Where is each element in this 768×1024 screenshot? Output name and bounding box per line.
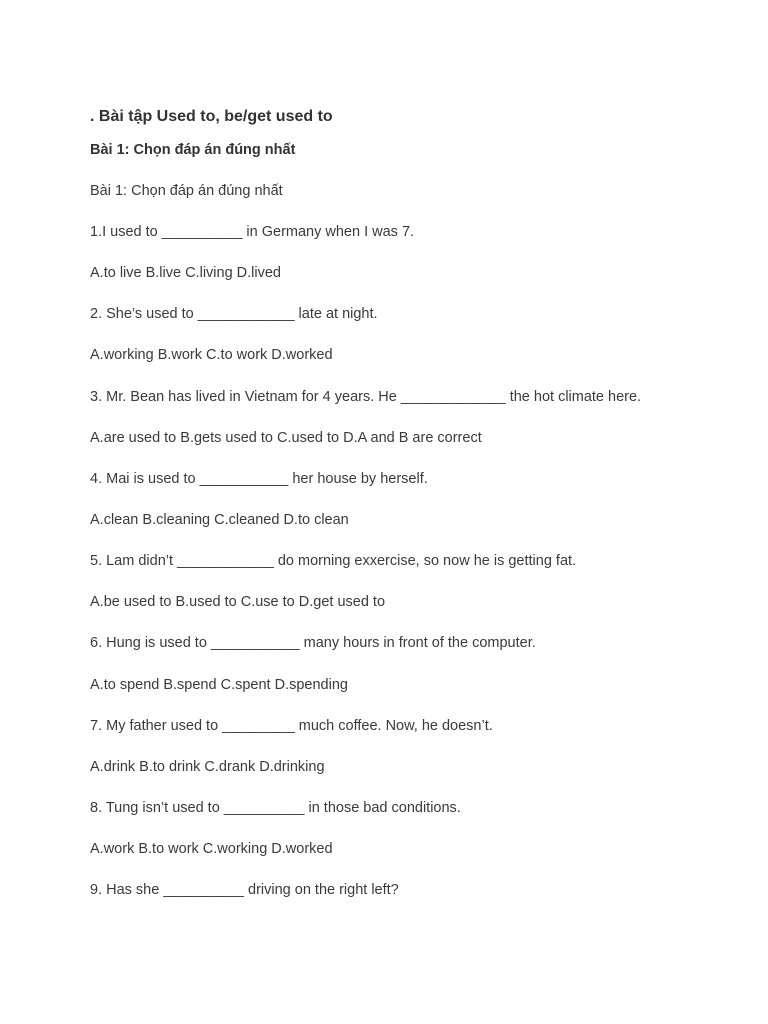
question-9: 9. Has she __________ driving on the right left? — [90, 882, 399, 898]
question-4: 4. Mai is used to ___________ her house by herself. — [90, 471, 428, 487]
options-3: A.are used to B.gets used to C.used to D.A and B are correct — [90, 430, 482, 446]
section-intro: Bài 1: Chọn đáp án đúng nhất — [90, 183, 283, 199]
question-6: 6. Hung is used to ___________ many hours in front of the computer. — [90, 635, 536, 651]
options-4: A.clean B.cleaning C.cleaned D.to clean — [90, 512, 349, 528]
options-1: A.to live B.live C.living D.lived — [90, 265, 281, 281]
options-7: A.drink B.to drink C.drank D.drinking — [90, 759, 325, 775]
question-2: 2. She’s used to ____________ late at night. — [90, 306, 378, 322]
options-6: A.to spend B.spend C.spent D.spending — [90, 677, 348, 693]
question-1: 1.I used to __________ in Germany when I was 7. — [90, 224, 415, 240]
section-heading: Bài 1: Chọn đáp án đúng nhất — [90, 142, 296, 158]
options-8: A.work B.to work C.working D.worked — [90, 841, 333, 857]
question-8: 8. Tung isn’t used to __________ in those bad conditions. — [90, 800, 461, 816]
options-5: A.be used to B.used to C.use to D.get used to — [90, 594, 386, 610]
page-title: . Bài tập Used to, be/get used to — [90, 108, 333, 125]
question-5: 5. Lam didn’t ____________ do morning exxercise, so now he is getting fat. — [90, 553, 577, 569]
question-7: 7. My father used to _________ much coffee. Now, he doesn’t. — [90, 718, 493, 734]
question-3: 3. Mr. Bean has lived in Vietnam for 4 years. He _____________ the hot climate here. — [90, 389, 642, 405]
options-2: A.working B.work C.to work D.worked — [90, 347, 333, 363]
